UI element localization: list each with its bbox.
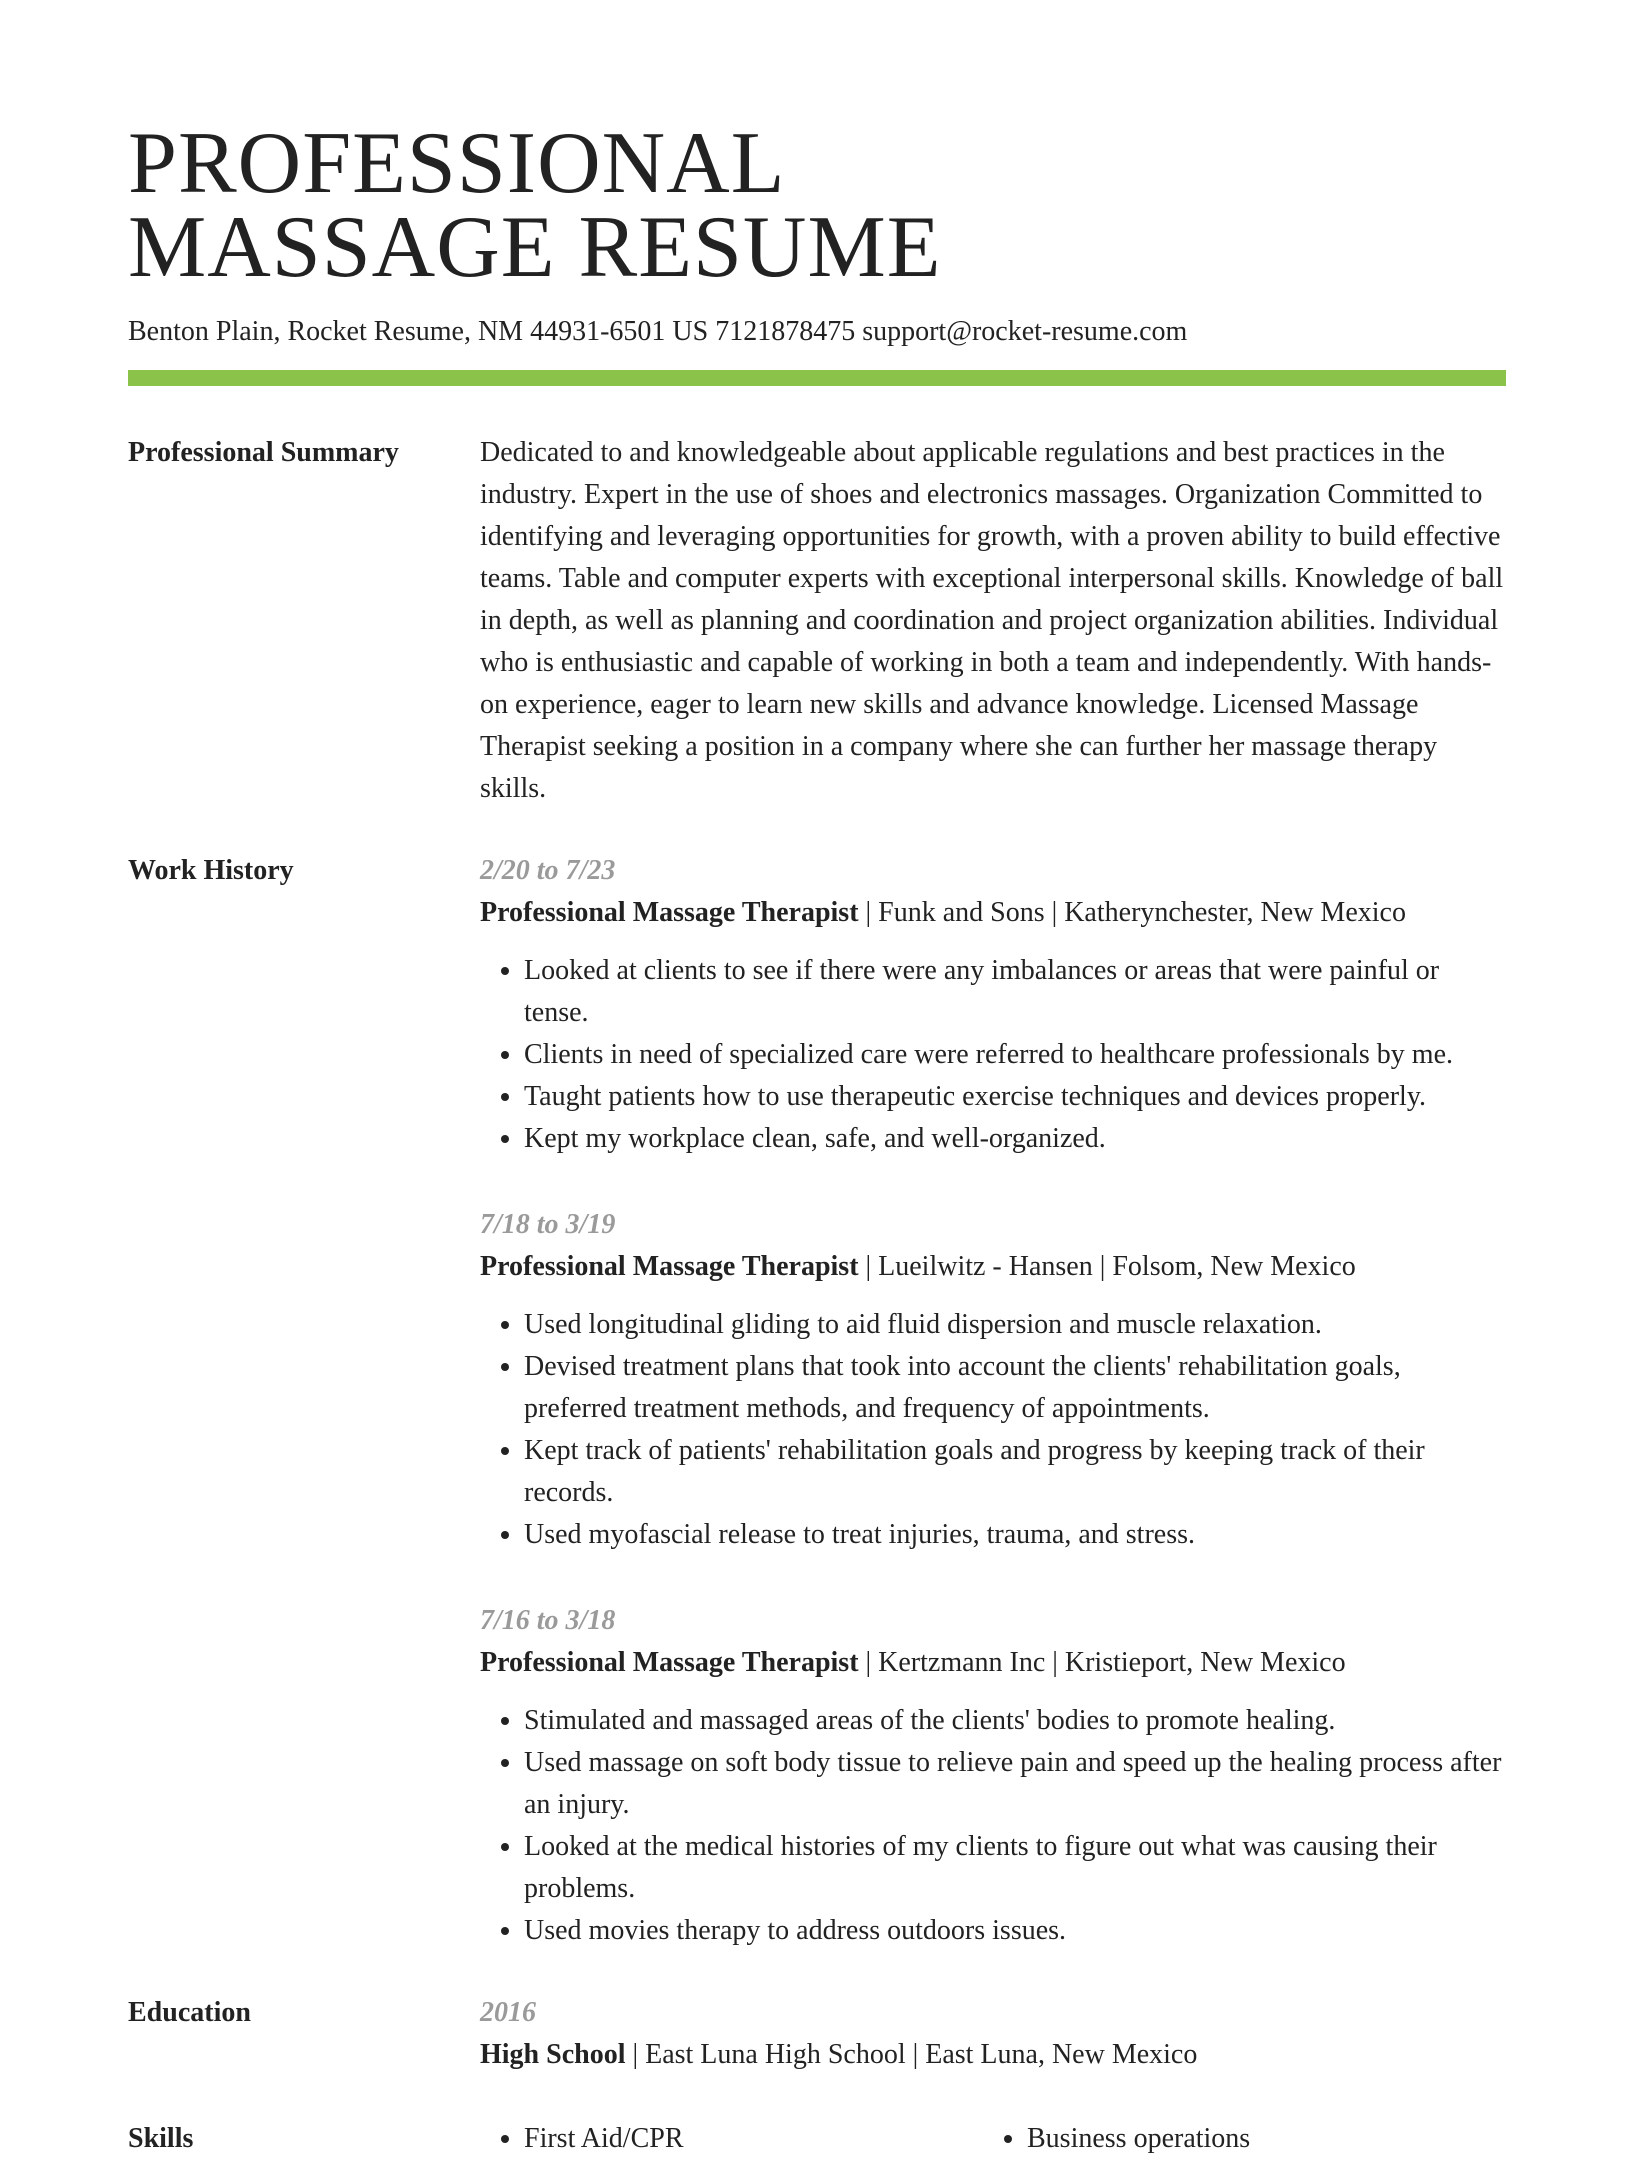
list-item: • Kept track of patients' rehabilitation goals and progress by keeping track of their records. <box>524 1430 1506 1514</box>
list-item: • First Aid/CPR <box>524 2118 983 2160</box>
work-body <box>480 850 1506 1992</box>
list-item: • Used massage on soft body tissue to relieve pain and speed up the healing process after an injury. <box>524 1742 1506 1826</box>
job-title: Professional Massage Therapist <box>480 1251 859 1282</box>
list-item: • Used myofascial release to treat injuries, trauma, and stress. <box>524 1514 1506 1556</box>
education-details: | East Luna High School | East Luna, New Mexico <box>625 2039 1198 2070</box>
list-item: • Business operations <box>1027 2118 1486 2160</box>
list-item: • Clients in need of specialized care were referred to healthcare professionals by me. <box>524 1034 1506 1076</box>
education-body <box>480 1992 1506 2076</box>
list-item: • Devised treatment plans that took into account the clients' rehabilitation goals, preferred treatment methods, and frequency of appointments. <box>524 1346 1506 1430</box>
section-label-work: Work History <box>128 855 294 886</box>
section-label-summary: Professional Summary <box>128 437 399 468</box>
job-details: | Lueilwitz - Hansen | Folsom, New Mexico <box>858 1251 1356 1282</box>
title-line-1: PROFESSIONAL <box>128 115 786 212</box>
summary-text: Dedicated to and knowledgeable about applicable regulations and best practices in the industry. Expert in the use of shoes and electronics massages. Organization Committed to identifying and leveraging opportunities for growth, with a proven ability to build effective teams. Table and computer experts with exceptional interpersonal skills. Knowledge of ball in depth, as well as planning and coordination and project organization abilities. Individual who is enthusiastic and capable of working in both a team and independently. With hands-on experience, eager to learn new skills and advance knowledge. Licensed Massage Therapist seeking a position in a company where she can further her massage therapy skills. <box>480 437 1504 804</box>
skills-list <box>983 2118 1486 2160</box>
resume-sections <box>128 432 1506 2160</box>
section-label-skills: Skills <box>128 2123 194 2154</box>
job-entry <box>480 1204 1506 1556</box>
education-year: 2016 <box>480 1997 536 2028</box>
list-item: • Looked at clients to see if there were any imbalances or areas that were painful or tense. <box>524 950 1506 1034</box>
skills-grid <box>480 2118 1506 2160</box>
job-title: Professional Massage Therapist <box>480 897 859 928</box>
job-dates: 7/16 to 3/18 <box>480 1605 616 1636</box>
job-heading <box>480 1642 1506 1684</box>
list-item: • Used longitudinal gliding to aid fluid dispersion and muscle relaxation. <box>524 1304 1506 1346</box>
job-dates: 2/20 to 7/23 <box>480 855 616 886</box>
section-education <box>128 1992 1506 2076</box>
education-heading <box>480 2034 1506 2076</box>
job-bullets <box>480 1700 1506 1952</box>
list-item: • Looked at the medical histories of my clients to figure out what was causing their problems. <box>524 1826 1506 1910</box>
summary-body <box>480 432 1506 810</box>
job-title: Professional Massage Therapist <box>480 1647 859 1678</box>
job-bullets <box>480 950 1506 1160</box>
list-item: • Kept my workplace clean, safe, and well-organized. <box>524 1118 1506 1160</box>
contact-info: Benton Plain, Rocket Resume, NM 44931-6501 US 7121878475 support@rocket-resume.com <box>128 316 1188 347</box>
job-details: | Funk and Sons | Katherynchester, New Mexico <box>858 897 1406 928</box>
job-heading <box>480 1246 1506 1288</box>
accent-divider <box>128 370 1506 386</box>
job-bullets <box>480 1304 1506 1556</box>
list-item: • Stimulated and massaged areas of the clients' bodies to promote healing. <box>524 1700 1506 1742</box>
title-line-2: MASSAGE RESUME <box>128 199 942 296</box>
education-degree: High School <box>480 2039 626 2070</box>
job-entry <box>480 1600 1506 1952</box>
job-details: | Kertzmann Inc | Kristieport, New Mexico <box>858 1647 1346 1678</box>
list-item: • Taught patients how to use therapeutic exercise techniques and devices properly. <box>524 1076 1506 1118</box>
job-heading <box>480 892 1506 934</box>
skills-list <box>480 2118 983 2160</box>
skills-body <box>480 2118 1506 2160</box>
section-work-history <box>128 850 1506 1992</box>
resume-title <box>128 115 1508 296</box>
section-professional-summary <box>128 432 1506 810</box>
job-entry <box>480 850 1506 1160</box>
section-skills <box>128 2118 1506 2160</box>
list-item: • Used movies therapy to address outdoors issues. <box>524 1910 1506 1952</box>
skills-column-2 <box>983 2118 1486 2160</box>
skills-column-1 <box>480 2118 983 2160</box>
job-dates: 7/18 to 3/19 <box>480 1209 616 1240</box>
section-label-education: Education <box>128 1997 251 2028</box>
